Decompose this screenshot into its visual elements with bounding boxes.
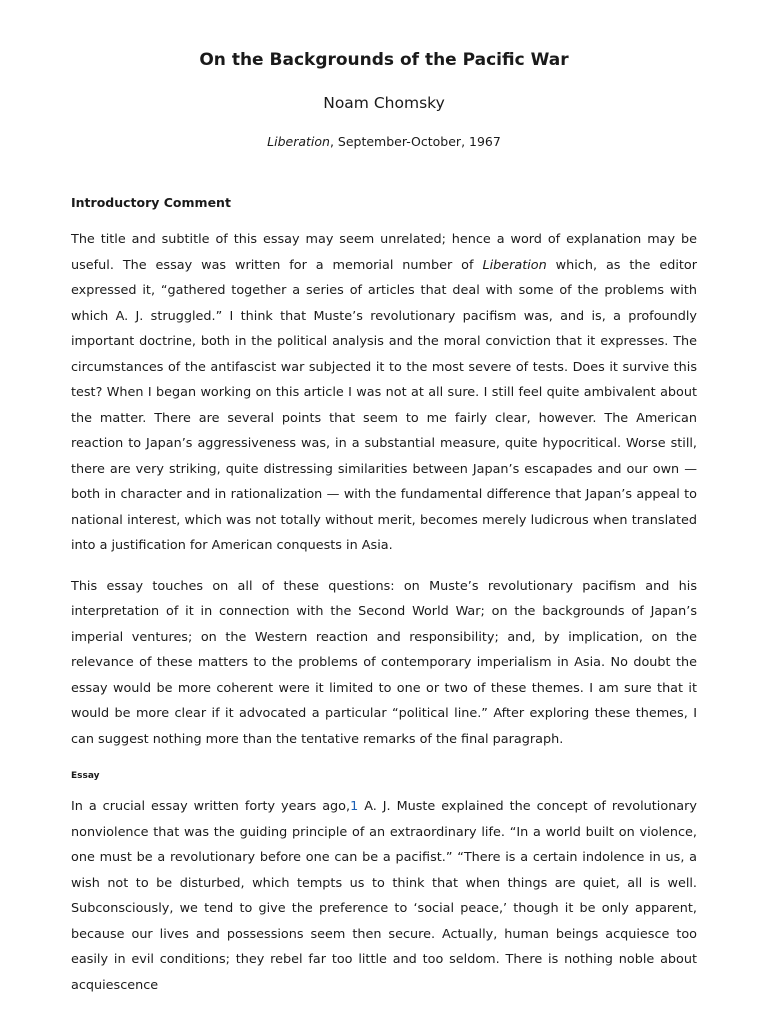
paragraph-text: In a crucial essay written forty years ago, (71, 799, 351, 814)
paragraph-text: which, as the editor expressed it, “gathered together a series of articles that deal with some of the problems with which A. J. struggled.” I think that Muste’s revolutionary pacifism was, and is, a profoundly important doctrine, both in the political analysis and the moral conviction that it expresses. The circumstances of the antifascist war subjected it to the most severe of tests. Does it survive this test? When I began working on this article I was not at all sure. I still feel quite ambivalent about the matter. There are several points that seem to me fairly clear, however. The American reaction to Japan’s aggressiveness was, in a substantial measure, quite hypocritical. Worse still, there are very striking, quite distressing similarities between Japan’s escapades and our own — both in character and in rationalization — with the fundamental difference that Japan’s appeal to national interest, which was not totally without merit, becomes merely ludicrous when translated into a justification for American conquests in Asia. (71, 257, 697, 553)
essay-heading: Essay (71, 771, 100, 781)
document-title: On the Backgrounds of the Pacific War (199, 50, 569, 70)
paragraph-text: A. J. Muste explained the concept of revolutionary nonviolence that was the guiding principle of an extraordinary life. “In a world built on violence, one must be a revolutionary before one can be a pacifist.” “There is a certain indolence in us, a wish not to be disturbed, which tempts us to think that when things are quiet, all is well. Subconsciously, we tend to give the preference to ‘social peace,’ though it be only apparent, because our lives and possessions seem then secure. Actually, human beings acquiesce too easily in evil conditions; they rebel far too little and too seldom. There is nothing noble about acquiescence (71, 799, 697, 993)
citation-line (71, 113, 697, 151)
paragraph-text: The title and subtitle of this essay may seem unrelated; hence a word of explanation may be useful. The essay was written for a memorial number of (71, 232, 697, 273)
intro-heading: Introductory Comment (71, 195, 231, 210)
publication-italic: Liberation (482, 257, 547, 273)
intro-paragraph-1 (71, 212, 697, 559)
essay-paragraph-1 (71, 783, 697, 998)
publication-name: Liberation (267, 134, 330, 149)
intro-paragraph-2: This essay touches on all of these questions: on Muste’s revolutionary pacifism and his interpretation of it in connection with the Second World War; on the backgrounds of Japan’s imperial ventures; on the Western reaction and responsibility; and, by implication, on the relevance of these matters to the problems of contemporary imperialism in Asia. No doubt the essay would be more coherent were it limited to one or two of these themes. I am sure that it would be more clear if it advocated a particular “political line.” After exploring these themes, I can suggest nothing more than the tentative remarks of the final paragraph. (71, 578, 697, 747)
publication-date: , September-October, 1967 (329, 134, 501, 149)
footnote-link[interactable]: 1 (350, 799, 359, 814)
author-name: Noam Chomsky (323, 94, 445, 112)
